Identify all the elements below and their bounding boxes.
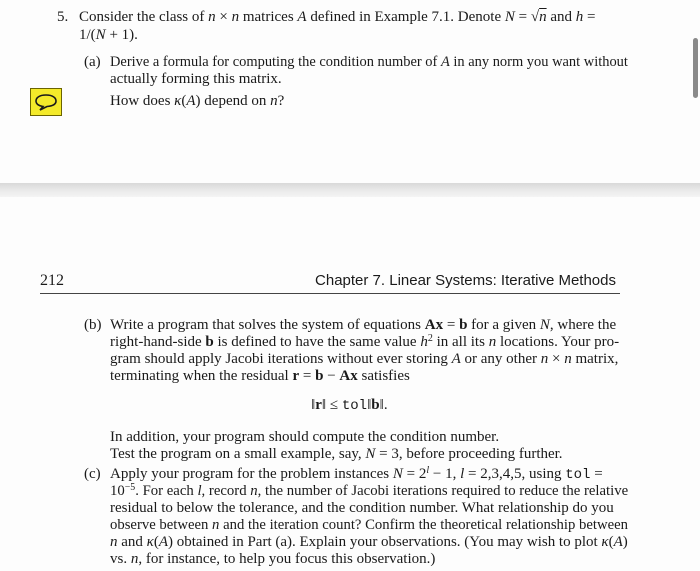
speech-bubble-icon (34, 93, 58, 111)
problem-stem-line1: Consider the class of n × n matrices A defined in Example 7.1. Denote N = √n and h = (79, 9, 596, 25)
part-c-line5: n and κ(A) obtained in Part (a). Explain your observations. (You may wish to plot κ(A) (110, 534, 628, 550)
part-a-line3: How does κ(A) depend on n? (110, 93, 285, 109)
part-b-line6: Test the program on a small example, say, N = 3, before proceeding further. (110, 446, 563, 462)
part-c-line2: $10^{-5}$. For each l, record n, the number of Jacobi iterations required to reduce the relative (110, 482, 629, 499)
chapter-title: Chapter 7. Linear Systems: Iterative Methods (315, 272, 616, 289)
part-a-label: (a) (84, 54, 101, 70)
scrollbar-thumb[interactable] (693, 38, 698, 98)
part-b-line2: right-hand-side b is defined to have the same value $h^2$ in all its n locations. Your pro- (110, 333, 620, 350)
header-rule (40, 293, 620, 294)
part-b-line4: terminating when the residual r = b − Ax satisfies (110, 368, 410, 384)
part-c-line4: observe between n and the iteration count? Confirm the theoretical relationship between (110, 517, 629, 533)
part-c-line3: residual to below the tolerance, and the condition number. What relationship do you (110, 500, 614, 516)
part-b-label: (b) (84, 317, 102, 333)
part-b-line3: gram should apply Jacobi iterations without ever storing A or any other n × n matrix, (110, 351, 619, 367)
part-c-line6: vs. n, for instance, to help you focus this observation.) (110, 551, 436, 567)
part-c-label: (c) (84, 466, 101, 482)
annotation-note-icon[interactable] (30, 88, 62, 116)
part-a-line1: Derive a formula for computing the condition number of A in any norm you want without (110, 54, 628, 70)
page-number: 212 (40, 272, 64, 289)
part-b-line1: Write a program that solves the system of equations Ax = b for a given N, where the (110, 317, 617, 333)
page-separator (0, 183, 700, 197)
problem-number: 5. (57, 9, 69, 25)
part-a-line2: actually forming this matrix. (110, 71, 282, 87)
part-b-line5: In addition, your program should compute the condition number. (110, 429, 500, 445)
part-c-line1: Apply your program for the problem instances $N = 2^l - 1$, l = 2,3,4,5, using tol = (110, 465, 603, 483)
tolerance-equation: ‖r‖ ≤ tol‖b‖. (311, 397, 388, 414)
problem-stem-line2: 1/(N + 1). (79, 27, 138, 43)
